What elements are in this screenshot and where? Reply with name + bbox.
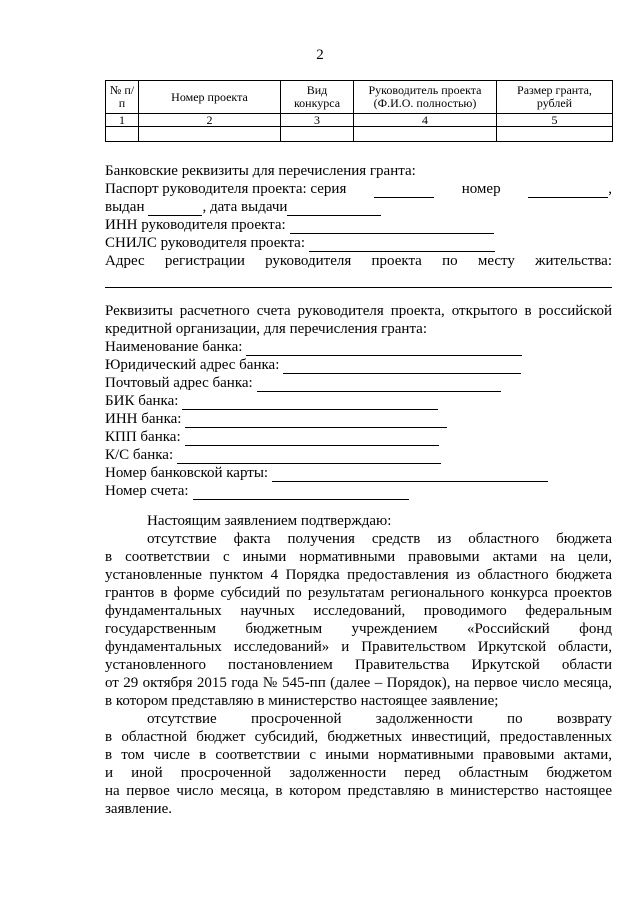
para1-line: отсутствие факта получения средств из областного бюджета (147, 531, 612, 547)
table-header-cell: Вид конкурса (281, 81, 354, 114)
para1-line: в соответствии с иными нормативными правовыми актами на цели, (105, 549, 612, 565)
bik-blank[interactable] (182, 395, 438, 410)
snils-blank[interactable] (309, 237, 495, 252)
table-header-row (106, 81, 613, 114)
bik-label: БИК банка: (105, 393, 179, 409)
bank-inn-blank[interactable] (185, 413, 447, 428)
table-cell (106, 127, 139, 142)
para1-line: установленного постановлением Правительства Иркутской области (105, 657, 612, 673)
table-cell: 3 (281, 114, 354, 127)
para1-line: установленные пунктом 4 Порядка предоставления из областного бюджета (105, 567, 612, 583)
para2-line: отсутствие просроченной задолженности по возврату (147, 711, 612, 727)
issued-label: выдан (105, 199, 145, 215)
bank-name-blank[interactable] (246, 341, 522, 356)
para2-line: в областной бюджет субсидий, бюджетных инвестиций, предоставленных (105, 729, 612, 745)
inn-blank[interactable] (290, 219, 494, 234)
issued-by-blank[interactable] (148, 201, 202, 216)
table-header-cell: № п/п (106, 81, 139, 114)
passport-label: Паспорт руководителя проекта: серия (105, 181, 347, 197)
ks-blank[interactable] (177, 449, 441, 464)
para2-line: и иной просроченной задолженности перед областным бюджетом (105, 765, 612, 781)
postal-address-label: Почтовый адрес банка: (105, 375, 253, 391)
table-header-cell: Руководитель проекта (Ф.И.О. полностью) (354, 81, 497, 114)
passport-series-blank[interactable] (374, 183, 434, 198)
table-cell (354, 127, 497, 142)
para1-line: фундаментальных исследований» и Правительством Иркутской области, (105, 639, 612, 655)
table-header-cell: Размер гранта, рублей (497, 81, 613, 114)
table-cell: 4 (354, 114, 497, 127)
account-section (105, 302, 612, 500)
postal-address-blank[interactable] (257, 377, 501, 392)
passport-number-blank[interactable] (528, 183, 608, 198)
kpp-blank[interactable] (185, 431, 439, 446)
table-cell: 5 (497, 114, 613, 127)
ks-label: К/С банка: (105, 447, 174, 463)
legal-address-label: Юридический адрес банка: (105, 357, 280, 373)
bank-details-heading: Банковские реквизиты для перечисления гранта: (105, 163, 416, 179)
table-cell (497, 127, 613, 142)
bank-details-section: Банковские реквизиты для перечисления гранта: Паспорт руководителя проекта: серия номер , выдан , дата выдачи ИНН руководителя проекта: СНИЛС руководителя проекта: Адрес регистрации руководителя проекта по месту жительства: (105, 162, 612, 288)
account-number-label: Номер счета: (105, 483, 189, 499)
card-number-label: Номер банковской карты: (105, 465, 269, 481)
issue-date-blank[interactable] (287, 201, 381, 216)
bank-name-label: Наименование банка: (105, 339, 243, 355)
confirmation-intro: Настоящим заявлением подтверждаю: (147, 513, 392, 529)
table-cell (281, 127, 354, 142)
table-number-row (106, 114, 613, 127)
account-heading-line2: кредитной организации, для перечисления гранта: (105, 321, 428, 337)
account-heading-line1: Реквизиты расчетного счета руководителя проекта, открытого в российской (105, 303, 612, 319)
kpp-label: КПП банка: (105, 429, 181, 445)
para1-line: в котором представляю в министерство настоящее заявление; (105, 693, 499, 709)
page-number: 2 (316, 47, 324, 63)
para2-line: на первое число месяца, в котором представляю в министерство настоящее (105, 783, 612, 799)
table-empty-row (106, 127, 613, 142)
table-header-cell: Номер проекта (139, 81, 281, 114)
address-label: Адрес регистрации руководителя проекта по месту жительства: (105, 253, 612, 269)
address-blank[interactable] (105, 273, 612, 288)
card-number-blank[interactable] (272, 467, 548, 482)
para2-line: в том числе в соответствии с иными нормативными правовыми актами, (105, 747, 612, 763)
grant-table (105, 80, 613, 142)
para1-line: фундаментальных научных исследований, проводимого федеральным (105, 603, 612, 619)
table-cell: 2 (139, 114, 281, 127)
legal-address-blank[interactable] (283, 359, 521, 374)
para1-line: грантов в форме субсидий по результатам регионального конкурса проектов (105, 585, 612, 601)
passport-number-label: номер (461, 181, 501, 197)
confirmation-section (105, 512, 612, 818)
table-cell: 1 (106, 114, 139, 127)
issue-date-label: , дата выдачи (202, 199, 288, 215)
table-cell (139, 127, 281, 142)
para1-line: от 29 октября 2015 года № 545-пп (далее – Порядок), на первое число месяца, (105, 675, 612, 691)
account-number-blank[interactable] (193, 485, 409, 500)
para2-line: заявление. (105, 801, 172, 817)
inn-label: ИНН руководителя проекта: (105, 217, 286, 233)
para1-line: государственным бюджетным учреждением «Российский фонд (105, 621, 612, 637)
snils-label: СНИЛС руководителя проекта: (105, 235, 306, 251)
bank-inn-label: ИНН банка: (105, 411, 182, 427)
